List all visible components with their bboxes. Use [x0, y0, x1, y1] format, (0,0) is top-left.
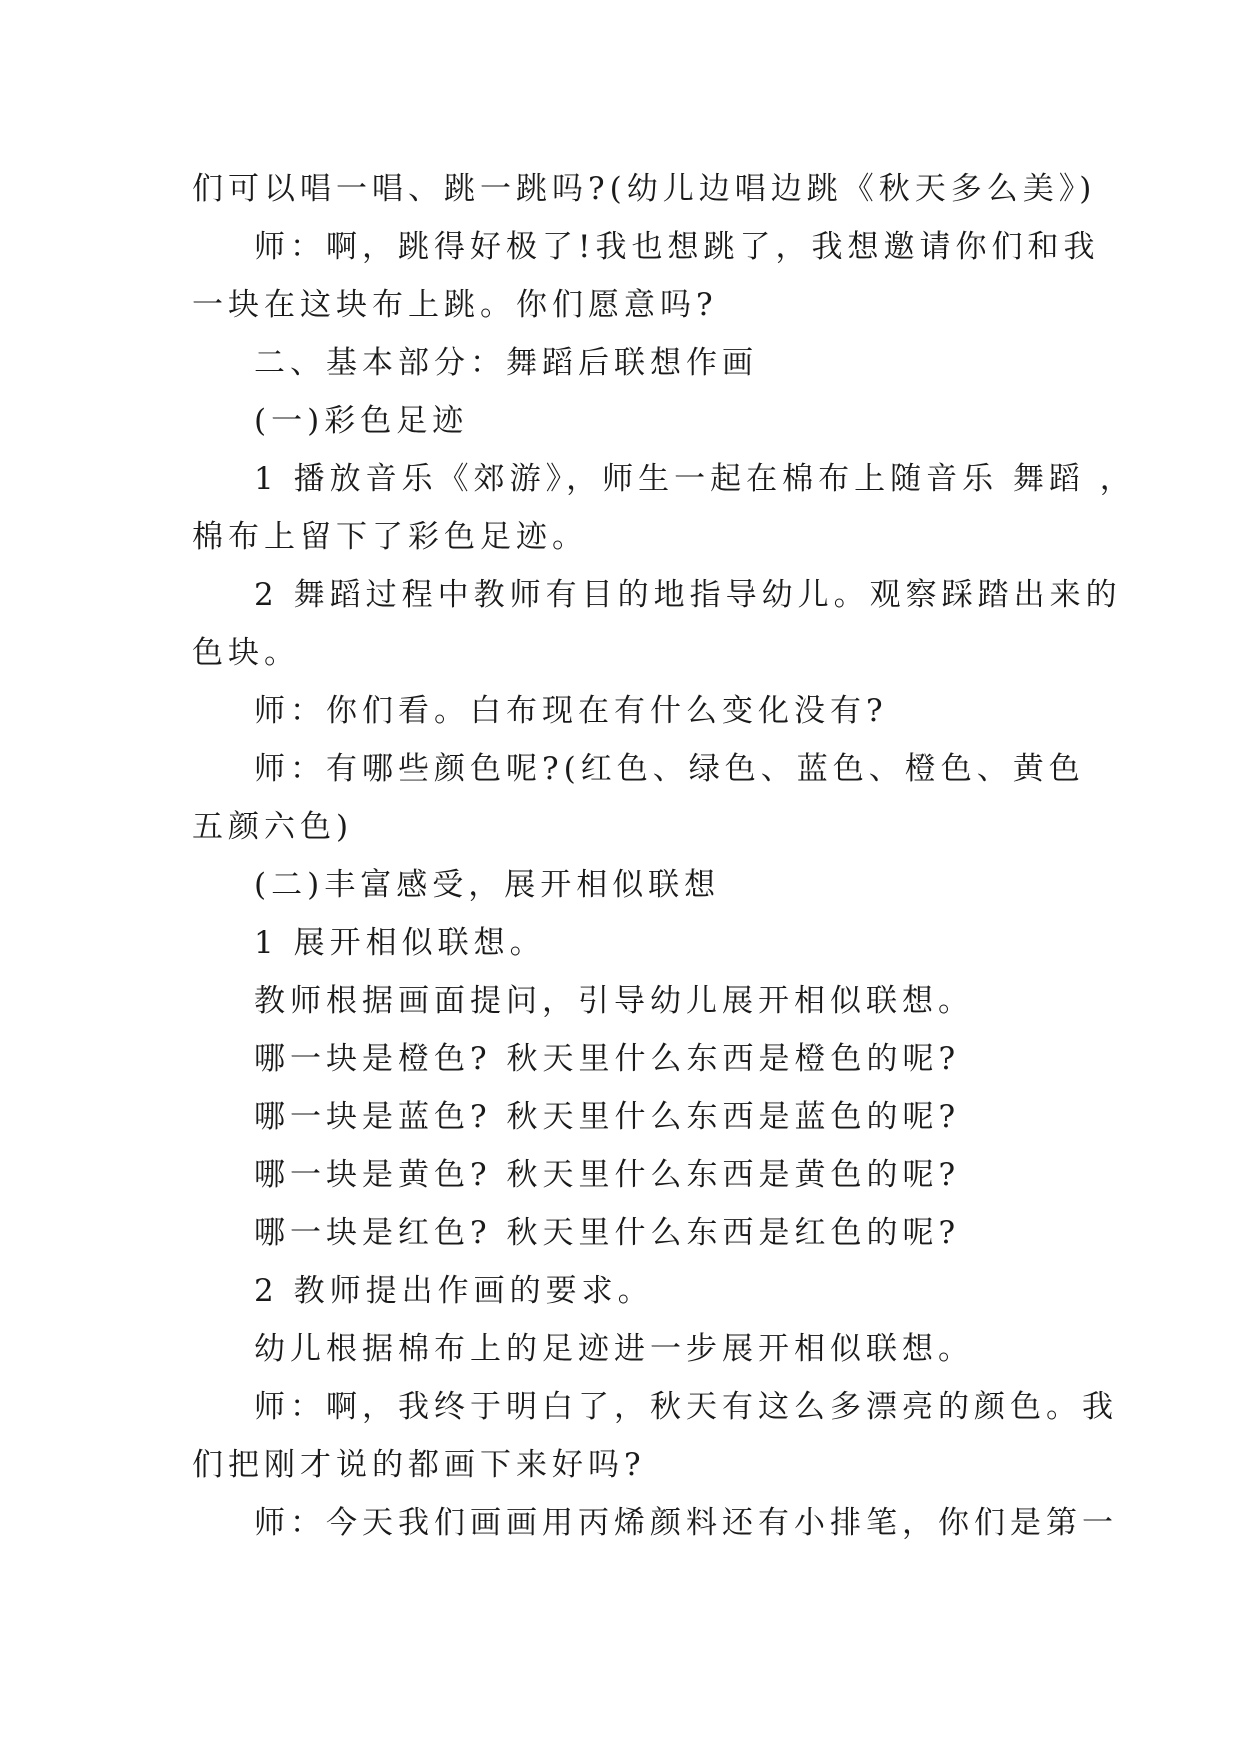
text-line: 师：你们看。白布现在有什么变化没有? [254, 693, 888, 729]
text-line: 一块在这块布上跳。你们愿意吗? [192, 287, 718, 323]
text-line: 哪一块是红色? 秋天里什么东西是红色的呢? [254, 1215, 961, 1251]
text-line: 五颜六色) [192, 809, 354, 845]
text-line: 幼儿根据棉布上的足迹进一步展开相似联想。 [254, 1331, 974, 1367]
text-line: 2 舞蹈过程中教师有目的地指导幼儿。观察踩踏出来的 [254, 577, 1122, 613]
text-line: 师：啊，跳得好极了!我也想跳了，我想邀请你们和我 [254, 229, 1100, 265]
text-line: 们可以唱一唱、跳一跳吗?(幼儿边唱边跳《秋天多么美》) [192, 171, 1097, 207]
text-line: 哪一块是黄色? 秋天里什么东西是黄色的呢? [254, 1157, 961, 1193]
text-line: 师：今天我们画画用丙烯颜料还有小排笔，你们是第一 [254, 1505, 1118, 1541]
text-line: 2 教师提出作画的要求。 [254, 1273, 654, 1309]
text-line: 1 播放音乐《郊游》，师生一起在棉布上随音乐 舞蹈 ， [254, 461, 1136, 497]
text-line: 们把刚才说的都画下来好吗? [192, 1447, 646, 1483]
text-line: 师：啊，我终于明白了，秋天有这么多漂亮的颜色。我 [254, 1389, 1118, 1425]
text-line: 哪一块是蓝色? 秋天里什么东西是蓝色的呢? [254, 1099, 961, 1135]
text-line: 哪一块是橙色? 秋天里什么东西是橙色的呢? [254, 1041, 961, 1077]
text-line: 师：有哪些颜色呢?(红色、绿色、蓝色、橙色、黄色 [254, 751, 1085, 787]
text-line: 教师根据画面提问，引导幼儿展开相似联想。 [254, 983, 974, 1019]
document-body [192, 160, 1136, 1552]
text-line: 色块。 [192, 635, 300, 671]
section-heading: 二、基本部分：舞蹈后联想作画 [254, 345, 758, 381]
text-line: 棉布上留下了彩色足迹。 [192, 519, 588, 555]
subsection-heading: (二)丰富感受，展开相似联想 [254, 867, 721, 903]
subsection-heading: (一)彩色足迹 [254, 403, 469, 439]
text-line: 1 展开相似联想。 [254, 925, 546, 961]
